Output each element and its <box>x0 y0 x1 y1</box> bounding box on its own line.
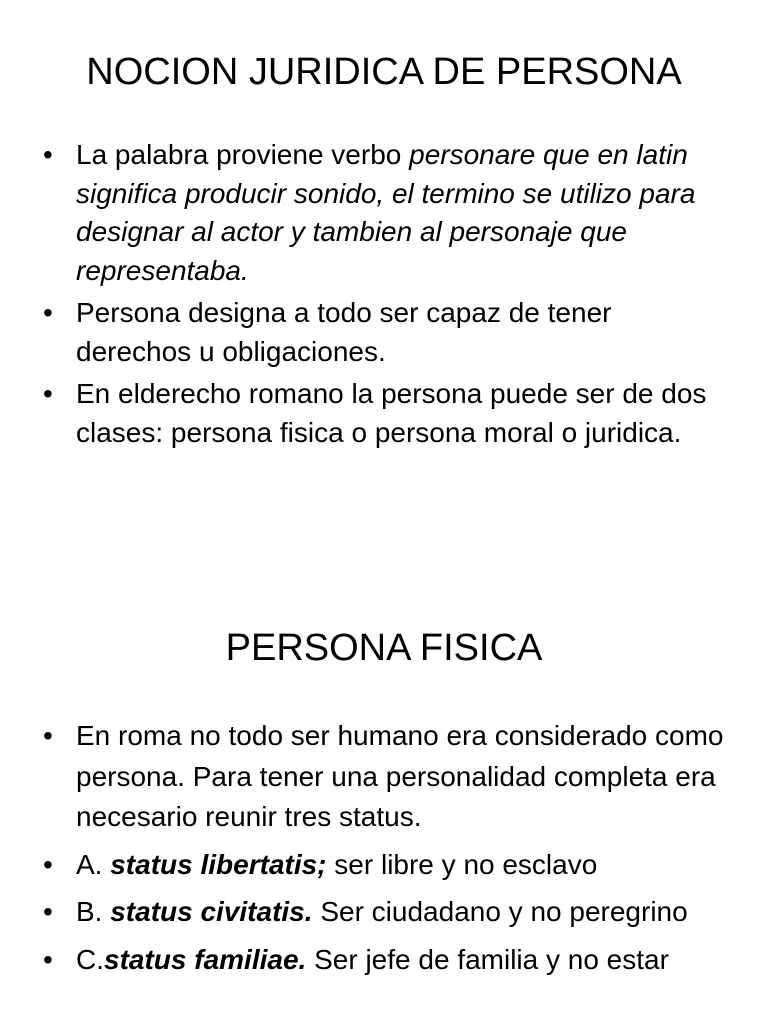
bullet-text-rest: Ser jefe de familia y no estar <box>306 943 669 975</box>
bullet-list <box>0 716 768 987</box>
bullet-icon: • <box>43 139 53 170</box>
bullet-text-rest: Ser ciudadano y no peregrino <box>312 896 688 927</box>
list-item <box>0 375 768 452</box>
bullet-text-lead: B. <box>76 896 111 927</box>
bullet-icon: • <box>43 720 53 751</box>
bullet-text: En elderecho romano la persona puede ser de dos clases: persona fisica o persona moral o juridica. <box>76 378 707 448</box>
bullet-text-bold-italic: status libertatis; <box>110 848 327 880</box>
list-item <box>0 716 768 838</box>
bullet-text-lead: A. <box>76 848 111 880</box>
bullet-text-italic: personare que en latin significa producir sonido, el termino se utilizo para designar al actor y tambien al personaje que representaba. <box>76 139 696 286</box>
bullet-icon: • <box>43 297 53 328</box>
bullet-text-bold-italic: status familiae. <box>104 943 307 975</box>
slide-title: PERSONA FISICA <box>225 627 543 669</box>
list-item <box>0 892 768 933</box>
bullet-text-lead: C. <box>76 943 104 975</box>
list-item <box>0 940 768 981</box>
bullet-icon: • <box>43 378 53 409</box>
list-item <box>0 845 768 886</box>
bullet-text-rest: ser libre y no esclavo <box>326 848 598 880</box>
bullet-icon: • <box>43 943 53 975</box>
list-item <box>0 136 768 290</box>
bullet-icon: • <box>43 848 53 880</box>
bullet-text: Persona designa a todo ser capaz de tener derechos u obligaciones. <box>76 297 612 367</box>
bullet-icon: • <box>43 896 53 927</box>
bullet-text: En roma no todo ser humano era considerado como persona. Para tener una personalidad completa era necesario reunir tres status. <box>76 720 724 832</box>
bullet-list <box>0 136 768 456</box>
slide-title: NOCION JURIDICA DE PERSONA <box>86 51 682 93</box>
list-item <box>0 294 768 371</box>
slide-persona-fisica <box>0 590 768 1024</box>
bullet-text-lead: La palabra proviene verbo <box>76 139 410 170</box>
bullet-text-bold-italic: status civitatis. <box>110 896 313 927</box>
